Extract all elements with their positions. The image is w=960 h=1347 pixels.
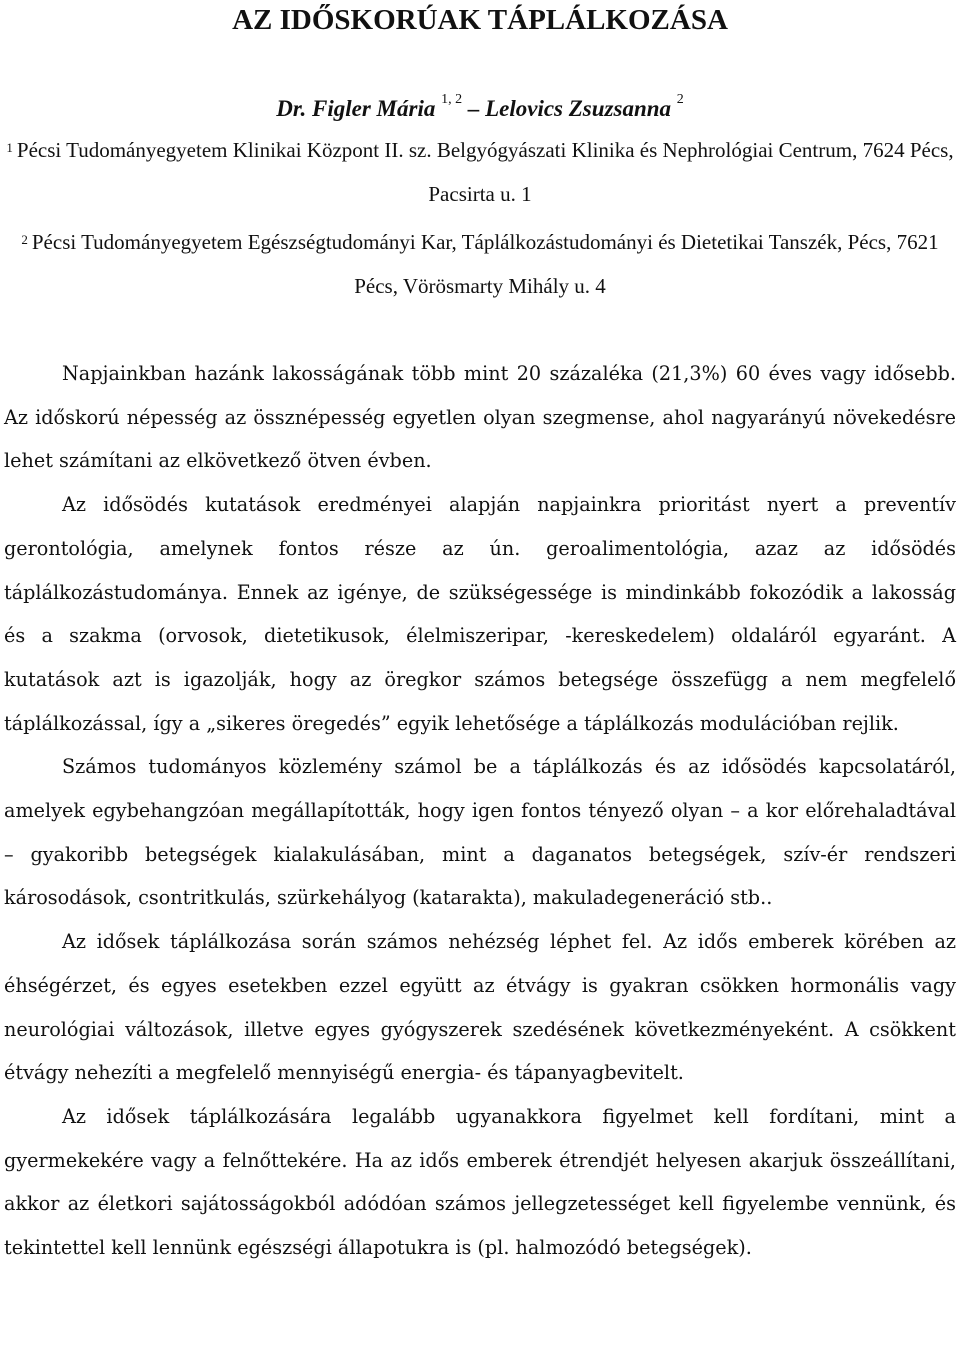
author-name: Lelovics Zsuzsanna <box>485 96 672 121</box>
paragraph: Az idősödés kutatások eredményei alapján napjainkra prioritást nyert a preventív gerontológia, amelynek fontos része az ún. geroalimentológia, azaz az idősödés táplálkozástudománya. Ennek az igénye, de szükségessége is mindinkább fokozódik a lakosság és a szakma (orvosok, dietetikusok, élelmiszeripar, -kereskedelem) oldaláról egyaránt. A kutatások azt is igazolják, hogy az öregkor számos betegsége összefügg a nem megfelelő táplálkozással, így a „sikeres öregedés” egyik lehetősége a táplálkozás modulációban rejlik. <box>4 493 956 735</box>
paragraph: Az idősek táplálkozására legalább ugyanakkora figyelmet kell fordítani, mint a gyermekekére vagy a felnőttekére. Ha az idős emberek étrendjét helyesen akarjuk összeállítani, akkor az életkori sajátosságokból adódóan számos jellegzetességet kell figyelembe vennünk, és tekintettel kell lennünk egészségi állapotukra is (pl. halmozódó betegségek). <box>4 1104 956 1260</box>
affiliation-text: Pécsi Tudományegyetem Klinikai Központ II. sz. Belgyógyászati Klinika és Nephrológiai Centrum, 7624 Pécs, Pacsirta u. 1 <box>16 138 954 206</box>
affiliation-1 <box>0 128 960 216</box>
paragraph: Az idősek táplálkozása során számos nehézség léphet fel. Az idős emberek körében az éhségérzet, és egyes esetekben ezzel együtt az étvágy is gyakran csökken hormonális vagy neurológiai változások, illetve egyes gyógyszerek szedésének következményeként. A csökkent étvágy nehezíti a megfelelő mennyiségű energia- és tápanyagbevitelt. <box>4 930 956 1085</box>
body-text <box>4 352 956 1270</box>
author-affiliation-mark: 2 <box>676 92 684 107</box>
affiliation-text: Pécsi Tudományegyetem Egészségtudományi Kar, Táplálkozástudományi és Dietetikai Tanszék, Pécs, 7621 Pécs, Vörösmarty Mihály u. 4 <box>31 230 939 298</box>
affiliation-mark: 2 <box>21 232 28 247</box>
author-line <box>0 92 960 122</box>
page-title: AZ IDŐSKORÚAK TÁPLÁLKOZÁSA <box>232 4 728 36</box>
author-affiliation-mark: 1, 2 <box>441 92 463 107</box>
affiliation-mark: 1 <box>6 140 13 155</box>
author-name: Dr. Figler Mária <box>276 96 436 121</box>
paragraph: Napjainkban hazánk lakosságának több mint 20 százaléka (21,3%) 60 éves vagy idősebb. Az időskorú népesség az össznépesség egyetlen olyan szegmense, ahol nagyarányú növekedésre lehet számítani az elkövetkező ötven évben. <box>4 362 956 473</box>
affiliation-2 <box>0 220 960 308</box>
author-separator: – <box>467 96 480 121</box>
paragraph: Számos tudományos közlemény számol be a táplálkozás és az idősödés kapcsolatáról, amelyek egybehangzóan megállapították, hogy igen fontos tényező olyan – a kor előrehaladtával – gyakoribb betegségek kialakulásában, mint a daganatos betegségek, szív-ér rendszeri károsodások, csontritkulás, szürkehályog (katarakta), makuladegeneráció stb.. <box>4 755 956 910</box>
